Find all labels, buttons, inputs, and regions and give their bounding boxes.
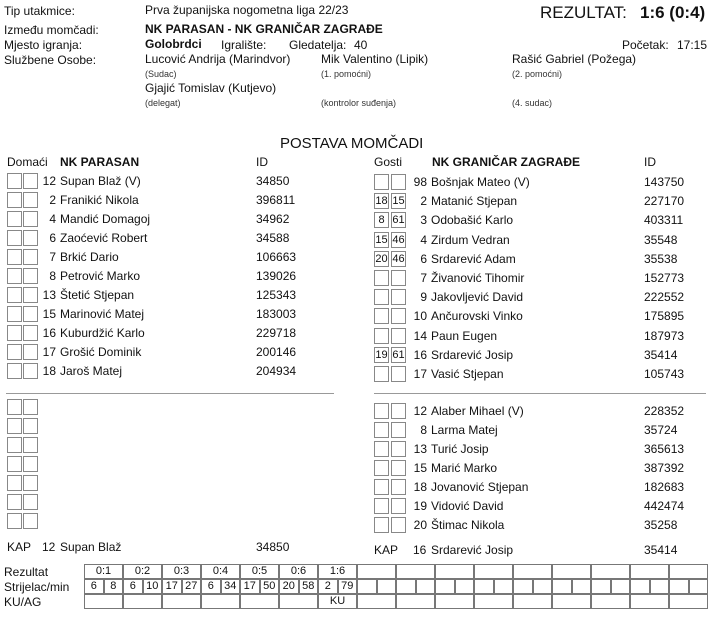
away-sub-box-a bbox=[374, 460, 389, 476]
home-sub-box-b bbox=[23, 494, 38, 510]
away-player-name: Paun Eugen bbox=[431, 328, 498, 343]
away-player-num: 14 bbox=[413, 328, 427, 343]
attendance-value: 40 bbox=[354, 38, 368, 52]
score-scorer-cell bbox=[630, 579, 650, 594]
home-box-a bbox=[7, 287, 22, 303]
home-sub-box-b bbox=[23, 399, 38, 415]
score-result-cell: 0:4 bbox=[201, 564, 240, 579]
home-player-id: 183003 bbox=[256, 307, 297, 321]
official-delegate-role: (delegat) bbox=[145, 98, 181, 108]
away-box-b: 61 bbox=[392, 348, 405, 361]
home-sub-box-b bbox=[23, 456, 38, 472]
home-box-a bbox=[7, 325, 22, 341]
away-divider bbox=[374, 393, 706, 394]
score-result-cell bbox=[591, 564, 630, 579]
home-box-b bbox=[23, 325, 38, 341]
score-scorer-cell: 17 bbox=[240, 579, 260, 594]
away-box-b bbox=[391, 308, 406, 324]
away-player-id: 35548 bbox=[644, 232, 678, 247]
away-player-num: 3 bbox=[420, 213, 427, 228]
home-player-name: Supan Blaž (V) bbox=[60, 174, 141, 188]
score-scorer-cell: 6 bbox=[123, 579, 143, 594]
score-result-cell bbox=[630, 564, 669, 579]
home-player-name: Zaoćević Robert bbox=[60, 231, 148, 245]
home-player-num: 13 bbox=[42, 288, 56, 302]
home-player-id: 204934 bbox=[256, 364, 297, 378]
score-scorer-cell: 27 bbox=[182, 579, 202, 594]
score-scorer-cell: 8 bbox=[104, 579, 124, 594]
league-name: Prva županijska nogometna liga 22/23 bbox=[145, 3, 349, 17]
home-box-a bbox=[7, 173, 22, 189]
home-player-id: 34588 bbox=[256, 231, 290, 245]
score-kuag-cell bbox=[630, 594, 669, 609]
score-result-cell: 1:6 bbox=[318, 564, 357, 579]
score-scorer-cell bbox=[689, 579, 709, 594]
home-player-num: 16 bbox=[42, 326, 56, 340]
away-id-header: ID bbox=[644, 155, 656, 169]
score-scorer-cell bbox=[435, 579, 455, 594]
score-scorer-cell: 17 bbox=[162, 579, 182, 594]
score-kuag-cell bbox=[396, 594, 435, 609]
away-box-b: 46 bbox=[392, 233, 405, 246]
away-player-name: Ančurovski Vinko bbox=[431, 309, 523, 324]
away-player-name: Zirdum Vedran bbox=[431, 232, 510, 247]
score-scorer-cell bbox=[474, 579, 494, 594]
away-sub-box-b bbox=[391, 460, 406, 476]
away-player-num: 16 bbox=[413, 347, 427, 362]
home-player-num: 6 bbox=[49, 231, 56, 245]
away-sub-box-b bbox=[391, 403, 406, 419]
away-player-num: 17 bbox=[413, 367, 427, 381]
away-box-a bbox=[374, 308, 389, 324]
home-player-name: Petrović Marko bbox=[60, 269, 141, 283]
away-sub-name: Larma Matej bbox=[431, 423, 498, 437]
result-label: REZULTAT: bbox=[540, 3, 627, 22]
officials-label: Službene Osobe: bbox=[4, 53, 97, 67]
scores-rezultat-label: Rezultat bbox=[4, 565, 49, 579]
away-player-id: 143750 bbox=[644, 175, 685, 189]
score-kuag-cell bbox=[591, 594, 630, 609]
score-scorer-cell bbox=[396, 579, 416, 594]
home-player-id: 34962 bbox=[256, 212, 290, 226]
score-result-cell bbox=[357, 564, 396, 579]
score-scorer-cell: 20 bbox=[279, 579, 299, 594]
away-player-num: 10 bbox=[413, 309, 427, 324]
home-player-name: Marinović Matej bbox=[60, 307, 145, 321]
home-player-num: 12 bbox=[42, 174, 56, 188]
score-result-cell bbox=[513, 564, 552, 579]
away-sub-num: 20 bbox=[413, 518, 427, 532]
home-box-b bbox=[23, 211, 38, 227]
score-kuag-cell bbox=[669, 594, 708, 609]
away-sub-num: 12 bbox=[413, 404, 427, 418]
result-value: 1:6 (0:4) bbox=[640, 3, 706, 22]
home-sub-box-a bbox=[7, 475, 22, 491]
score-scorer-cell bbox=[669, 579, 689, 594]
away-box-b: 15 bbox=[392, 195, 405, 208]
away-sub-id: 35258 bbox=[644, 518, 678, 532]
away-player-id: 187973 bbox=[644, 328, 685, 343]
score-scorer-cell bbox=[455, 579, 475, 594]
away-player-num: 98 bbox=[413, 175, 427, 189]
away-sub-num: 8 bbox=[420, 423, 427, 437]
away-sub-box-a bbox=[374, 441, 389, 457]
score-scorer-cell bbox=[513, 579, 533, 594]
away-sub-name: Marić Marko bbox=[431, 461, 498, 475]
away-box-a: 20 bbox=[375, 252, 388, 265]
away-box-b bbox=[391, 289, 406, 305]
home-box-a bbox=[7, 306, 22, 322]
away-sub-box-a bbox=[374, 498, 389, 514]
home-player-name: Grošić Dominik bbox=[60, 345, 142, 359]
away-sub-box-a bbox=[374, 422, 389, 438]
home-box-b bbox=[23, 249, 38, 265]
away-box-b bbox=[391, 270, 406, 286]
home-team-name: NK PARASAN bbox=[60, 155, 140, 169]
home-player-num: 17 bbox=[42, 345, 56, 359]
score-kuag-cell bbox=[357, 594, 396, 609]
away-player-id: 222552 bbox=[644, 290, 685, 305]
away-player-num: 6 bbox=[420, 251, 427, 266]
home-kap-num: 12 bbox=[42, 540, 56, 554]
izmedju-label: Između momčadi: bbox=[4, 23, 99, 37]
home-player-name: Kuburdžić Karlo bbox=[60, 326, 145, 340]
score-scorer-cell bbox=[611, 579, 631, 594]
score-kuag-cell bbox=[513, 594, 552, 609]
away-sub-name: Štimac Nikola bbox=[431, 518, 505, 532]
match-teams: NK PARASAN - NK GRANIČAR ZAGRAĐE bbox=[145, 22, 383, 36]
away-kap-name: Srdarević Josip bbox=[431, 543, 514, 557]
home-player-num: 4 bbox=[49, 212, 56, 226]
away-sub-box-b bbox=[391, 422, 406, 438]
home-sub-box-b bbox=[23, 513, 38, 529]
away-sub-num: 15 bbox=[413, 461, 427, 475]
score-kuag-cell bbox=[279, 594, 318, 609]
score-kuag-cell bbox=[474, 594, 513, 609]
home-id-header: ID bbox=[256, 155, 268, 169]
away-sub-num: 13 bbox=[413, 442, 427, 456]
away-sub-name: Jovanović Stjepan bbox=[431, 480, 529, 494]
away-sub-box-b bbox=[391, 517, 406, 533]
home-player-id: 125343 bbox=[256, 288, 297, 302]
home-player-name: Mandić Domagoj bbox=[60, 212, 151, 226]
home-player-id: 34850 bbox=[256, 174, 290, 188]
away-box-a: 18 bbox=[375, 195, 388, 208]
home-player-id: 106663 bbox=[256, 250, 297, 264]
score-result-cell bbox=[552, 564, 591, 579]
away-box-b bbox=[391, 328, 406, 344]
score-scorer-cell bbox=[494, 579, 514, 594]
section-title: POSTAVA MOMČADI bbox=[280, 135, 424, 152]
home-player-num: 2 bbox=[49, 193, 56, 207]
away-player-name: Odobašić Karlo bbox=[431, 213, 514, 228]
away-player-name: Jakovljević David bbox=[431, 290, 524, 305]
home-box-a bbox=[7, 211, 22, 227]
igraliste-label: Igralište: bbox=[221, 38, 267, 52]
away-kap-id: 35414 bbox=[644, 543, 678, 557]
away-sub-id: 387392 bbox=[644, 461, 685, 475]
home-box-b bbox=[23, 192, 38, 208]
away-box-a: 8 bbox=[374, 212, 389, 228]
official-fourth-role: (4. sudac) bbox=[512, 98, 553, 108]
away-box-a: 19 bbox=[375, 348, 388, 361]
official-referee-role: (Sudac) bbox=[145, 69, 177, 79]
home-sub-box-a bbox=[7, 437, 22, 453]
score-kuag-cell bbox=[201, 594, 240, 609]
away-player-name: Matanić Stjepan bbox=[431, 194, 518, 209]
away-sub-name: Vidović David bbox=[431, 499, 504, 513]
home-player-name: Jaroš Matej bbox=[60, 364, 123, 378]
home-box-b bbox=[23, 268, 38, 284]
away-player-id: 35538 bbox=[644, 251, 678, 266]
home-player-name: Brkić Dario bbox=[60, 250, 119, 264]
home-sub-box-a bbox=[7, 399, 22, 415]
away-player-id: 403311 bbox=[644, 213, 684, 228]
venue-value: Golobrdci bbox=[145, 37, 202, 51]
home-kap-id: 34850 bbox=[256, 540, 290, 554]
away-box-a bbox=[374, 270, 389, 286]
home-box-b bbox=[23, 306, 38, 322]
home-kap-name: Supan Blaž bbox=[60, 540, 122, 554]
scores-strijelac-label: Strijelac/min bbox=[4, 580, 70, 594]
score-scorer-cell: 6 bbox=[201, 579, 221, 594]
score-scorer-cell bbox=[552, 579, 572, 594]
away-sub-id: 228352 bbox=[644, 404, 685, 418]
official-assistant2-role: (2. pomoćni) bbox=[512, 69, 563, 79]
home-player-name: Franikić Nikola bbox=[60, 193, 139, 207]
gledatelja-label: Gledatelja: bbox=[289, 38, 347, 52]
away-player-num: 7 bbox=[420, 271, 427, 285]
score-result-cell: 0:6 bbox=[279, 564, 318, 579]
home-player-num: 15 bbox=[42, 307, 56, 321]
away-sub-box-a bbox=[374, 517, 389, 533]
score-result-cell: 0:1 bbox=[84, 564, 123, 579]
home-player-id: 200146 bbox=[256, 345, 297, 359]
score-kuag-cell bbox=[240, 594, 279, 609]
score-kuag-cell: KU bbox=[318, 594, 357, 609]
home-box-b bbox=[23, 344, 38, 360]
away-player-name: Srdarević Adam bbox=[431, 251, 516, 266]
away-player-name: Bošnjak Mateo (V) bbox=[431, 175, 530, 189]
away-box-b: 46 bbox=[392, 252, 405, 265]
away-kap-label: KAP bbox=[374, 543, 399, 557]
away-kap-num: 16 bbox=[413, 543, 427, 557]
away-sub-box-a bbox=[374, 479, 389, 495]
away-sub-box-b bbox=[391, 498, 406, 514]
home-player-num: 7 bbox=[49, 250, 56, 264]
tip-label: Tip utakmice: bbox=[4, 4, 75, 18]
home-box-a bbox=[7, 249, 22, 265]
away-box-a bbox=[374, 174, 389, 190]
away-player-id: 105743 bbox=[644, 367, 685, 381]
away-box-a bbox=[374, 366, 389, 382]
away-player-num: 2 bbox=[420, 194, 427, 209]
away-sub-num: 19 bbox=[413, 499, 427, 513]
score-result-cell bbox=[396, 564, 435, 579]
score-kuag-cell bbox=[435, 594, 474, 609]
score-scorer-cell bbox=[650, 579, 670, 594]
home-player-id: 139026 bbox=[256, 269, 297, 283]
home-box-b bbox=[23, 363, 38, 379]
home-side-label: Domaći bbox=[7, 155, 48, 169]
score-scorer-cell bbox=[533, 579, 553, 594]
home-box-a bbox=[7, 268, 22, 284]
score-result-cell: 0:5 bbox=[240, 564, 279, 579]
home-box-b bbox=[23, 173, 38, 189]
scores-kuag-label: KU/AG bbox=[4, 595, 42, 609]
score-scorer-cell: 10 bbox=[143, 579, 163, 594]
home-sub-box-a bbox=[7, 513, 22, 529]
score-scorer-cell bbox=[377, 579, 397, 594]
score-scorer-cell bbox=[357, 579, 377, 594]
away-sub-id: 182683 bbox=[644, 480, 685, 494]
away-sub-id: 35724 bbox=[644, 423, 678, 437]
score-scorer-cell: 58 bbox=[299, 579, 319, 594]
away-player-id: 175895 bbox=[644, 309, 685, 324]
away-sub-id: 365613 bbox=[644, 442, 685, 456]
home-player-num: 18 bbox=[42, 364, 56, 378]
score-result-cell bbox=[435, 564, 474, 579]
home-box-b bbox=[23, 287, 38, 303]
away-player-name: Srdarević Josip bbox=[431, 347, 514, 362]
away-sub-box-a bbox=[374, 403, 389, 419]
score-scorer-cell: 6 bbox=[84, 579, 104, 594]
mjesto-label: Mjesto igranja: bbox=[4, 38, 83, 52]
official-controller-role: (kontrolor suđenja) bbox=[321, 98, 397, 108]
away-box-b bbox=[391, 174, 406, 190]
home-box-a bbox=[7, 230, 22, 246]
away-side-label: Gosti bbox=[374, 155, 403, 169]
away-sub-name: Alaber Mihael (V) bbox=[431, 404, 524, 418]
away-box-a: 15 bbox=[375, 233, 388, 246]
home-box-a bbox=[7, 344, 22, 360]
kickoff-value: 17:15 bbox=[677, 38, 708, 52]
official-delegate: Gjajić Tomislav (Kutjevo) bbox=[145, 81, 277, 95]
score-scorer-cell bbox=[572, 579, 592, 594]
score-result-cell: 0:2 bbox=[123, 564, 162, 579]
score-scorer-cell: 50 bbox=[260, 579, 280, 594]
score-scorer-cell: 79 bbox=[338, 579, 358, 594]
away-player-num: 9 bbox=[420, 290, 427, 305]
away-player-id: 227170 bbox=[644, 194, 685, 209]
home-sub-box-a bbox=[7, 494, 22, 510]
kickoff-label: Početak: bbox=[622, 38, 669, 52]
home-player-num: 8 bbox=[49, 269, 56, 283]
official-assistant2: Rašić Gabriel (Požega) bbox=[512, 52, 637, 66]
home-player-name: Štetić Stjepan bbox=[60, 288, 135, 302]
home-box-a bbox=[7, 363, 22, 379]
score-scorer-cell bbox=[591, 579, 611, 594]
home-player-id: 229718 bbox=[256, 326, 297, 340]
home-box-a bbox=[7, 192, 22, 208]
score-result-cell bbox=[474, 564, 513, 579]
away-box-b: 61 bbox=[392, 214, 405, 227]
score-scorer-cell: 34 bbox=[221, 579, 241, 594]
away-sub-num: 18 bbox=[413, 480, 427, 494]
score-scorer-cell bbox=[416, 579, 436, 594]
away-box-b bbox=[391, 366, 406, 382]
away-sub-name: Turić Josip bbox=[431, 442, 489, 456]
away-sub-id: 442474 bbox=[644, 499, 685, 513]
away-player-id: 152773 bbox=[644, 271, 685, 285]
home-sub-box-b bbox=[23, 475, 38, 491]
home-kap-label: KAP bbox=[7, 540, 32, 554]
home-sub-box-b bbox=[23, 418, 38, 434]
score-result-cell bbox=[669, 564, 708, 579]
away-sub-box-b bbox=[391, 479, 406, 495]
away-box-a bbox=[374, 289, 389, 305]
away-sub-box-b bbox=[391, 441, 406, 457]
score-scorer-cell: 2 bbox=[318, 579, 338, 594]
score-kuag-cell bbox=[123, 594, 162, 609]
official-referee: Lucović Andrija (Marindvor) bbox=[145, 52, 291, 66]
away-team-name: NK GRANIČAR ZAGRAĐE bbox=[432, 155, 580, 169]
away-player-num: 4 bbox=[420, 232, 427, 247]
away-player-name: Vasić Stjepan bbox=[431, 367, 504, 381]
home-sub-box-b bbox=[23, 437, 38, 453]
away-box-a bbox=[374, 328, 389, 344]
home-box-b bbox=[23, 230, 38, 246]
score-result-cell: 0:3 bbox=[162, 564, 201, 579]
away-player-id: 35414 bbox=[644, 347, 678, 362]
official-assistant1-role: (1. pomoćni) bbox=[321, 69, 372, 79]
home-sub-box-a bbox=[7, 456, 22, 472]
score-kuag-cell bbox=[162, 594, 201, 609]
away-player-name: Živanović Tihomir bbox=[431, 271, 525, 285]
home-player-id: 396811 bbox=[256, 193, 296, 207]
home-divider bbox=[6, 393, 334, 394]
official-assistant1: Mik Valentino (Lipik) bbox=[321, 52, 429, 66]
score-kuag-cell bbox=[84, 594, 123, 609]
home-sub-box-a bbox=[7, 418, 22, 434]
score-kuag-cell bbox=[552, 594, 591, 609]
